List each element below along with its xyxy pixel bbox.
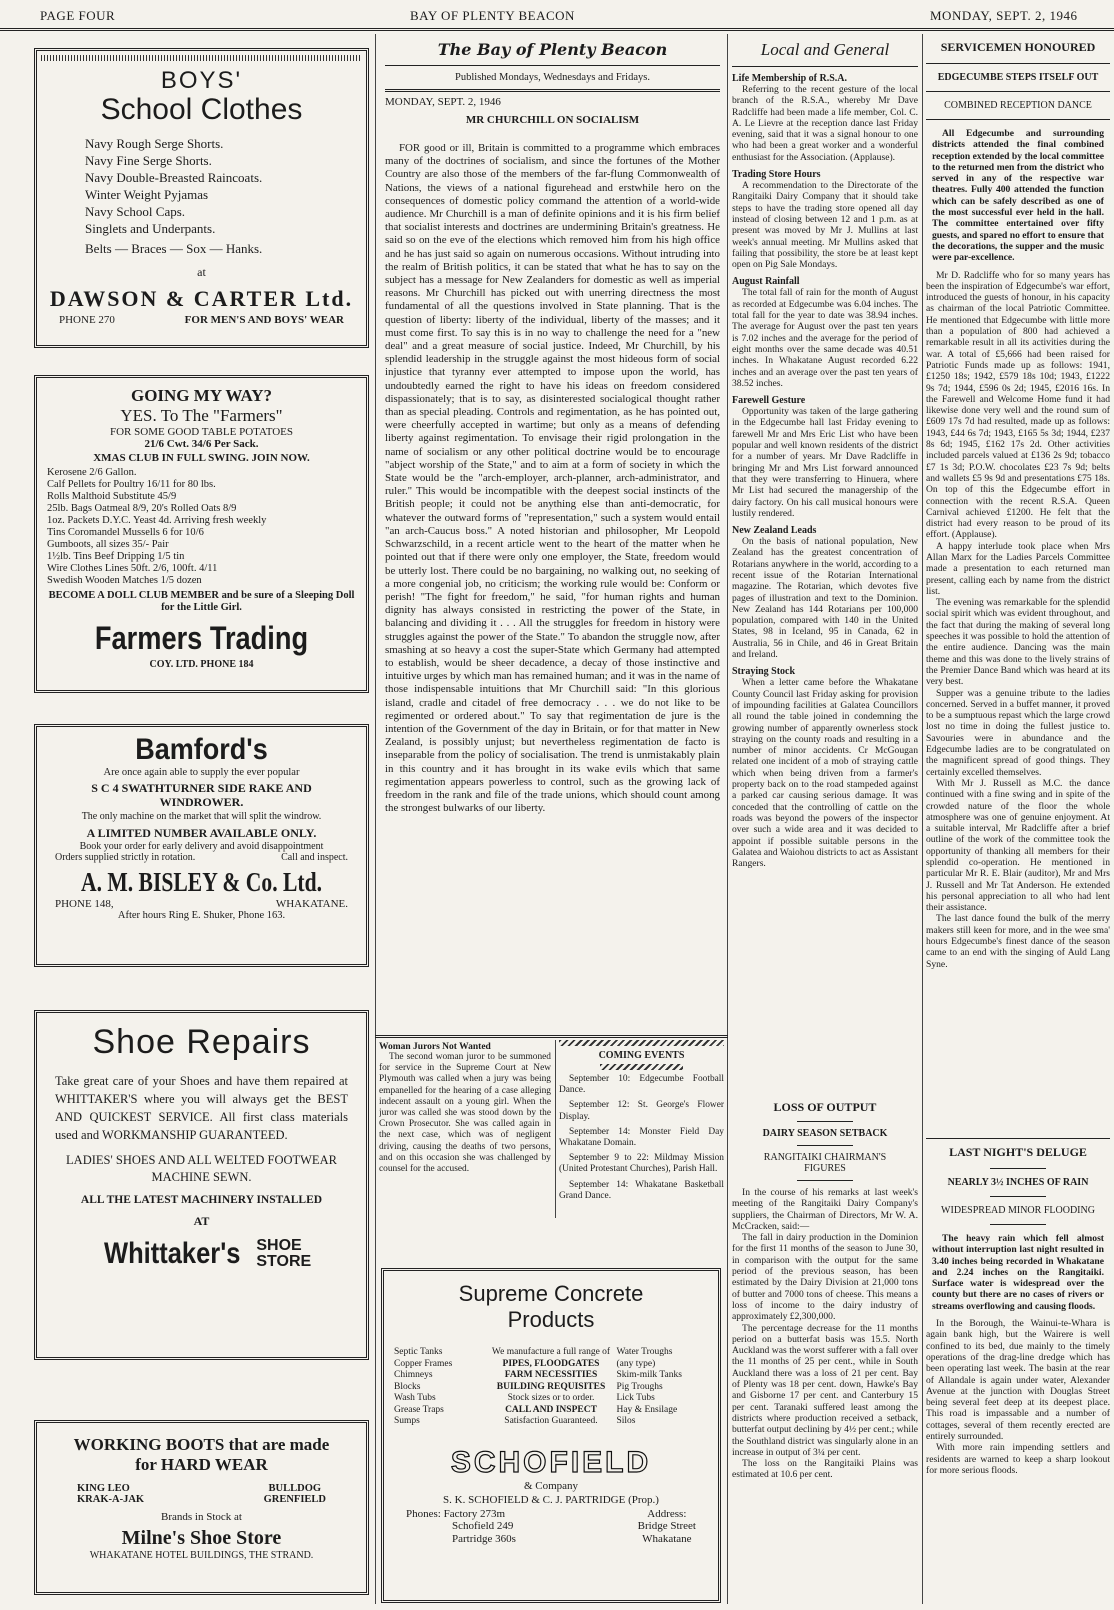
ad-shoe-repairs bbox=[34, 1010, 369, 1360]
article-heading: New Zealand Leads bbox=[732, 525, 817, 537]
article-heading: Straying Stock bbox=[732, 666, 796, 678]
extras: Belts — Braces — Sox — Hanks. bbox=[85, 241, 263, 256]
company-line: COY. LTD. PHONE 184 bbox=[149, 659, 254, 670]
address: Bridge Street bbox=[637, 1520, 696, 1532]
product-item: Grease Traps bbox=[394, 1404, 444, 1415]
paper-name: BAY OF PLENTY BEACON bbox=[410, 8, 575, 23]
ad-bamfords bbox=[34, 724, 369, 967]
events-heading: COMING EVENTS bbox=[598, 1050, 685, 1061]
article-heading: Farewell Gesture bbox=[732, 395, 806, 407]
ad-line: CALL AND INSPECT bbox=[505, 1404, 597, 1415]
product-item: Chimneys bbox=[394, 1370, 433, 1380]
brand-name: GRENFIELD bbox=[263, 1494, 326, 1505]
ad-line: We manufacture a full range of bbox=[491, 1347, 611, 1357]
article-heading: August Rainfall bbox=[732, 276, 800, 288]
list-item: September 10: Edgecumbe Football Dance. bbox=[559, 1074, 724, 1096]
paragraph: With more rain impending settlers and residents are warned to keep a sharp lookout for more serious floods. bbox=[926, 1442, 1110, 1476]
paragraph: Mr D. Radcliffe who for so many years has been the inspiration of Edgecumbe's war effort, introduced the guests of honour, in his capacity as chairman of the local Patriotic Committee. He mentioned that Edgecumbe with little more than a population of 800 had achieved a remarkable result in all its activities during the war. A total of £5,666 had been raised for Patriotic Funds made up as follows: 1941, £1250 18s; 1942, £579 18s 10d; 1943, £1222 9s 7d; 1944, £596 0s 2d; 1945, £2016 16s. In the Farewell and Welcome Home fund it had likewise done very well and the round sum of £609 17s 7d had resulted, made up as follows: 1943, £44 6s 7d; 1943, £165 5s 3d; 1944, £237 8s 6d; 1945, £162 17s 2d. Other activities included parcels valued at £136 2s 9d; tobacco £7 1s 3d; P.O.W. chocolates £23 7s 9d; belts and wallets £5 9s 9d and presentations £75 18s. On top of this the Edgecumbe effort in connection with the recent R.S.A. Queen Carnival achieved £1200. He felt that the district had every reason to be proud of its effort. (Applause). bbox=[926, 269, 1110, 541]
product-item: Sumps bbox=[394, 1416, 420, 1426]
list-item: Navy Rough Serge Shorts. bbox=[85, 136, 224, 151]
brand-name: KRAK-A-JAK bbox=[77, 1494, 145, 1505]
editorial-masthead: The Bay of Plenty Beacon bbox=[437, 40, 668, 59]
ad-line: Orders supplied strictly in rotation. bbox=[55, 852, 196, 863]
ad-body: ALL THE LATEST MACHINERY INSTALLED bbox=[80, 1194, 323, 1206]
brand-name: BULLDOG bbox=[268, 1483, 322, 1494]
editorial-body bbox=[385, 142, 720, 815]
ad-title: WORKING BOOTS that are made bbox=[73, 1435, 330, 1454]
article-subhead: NEARLY 3½ INCHES OF RAIN bbox=[947, 1177, 1089, 1188]
phone: PHONE 148, bbox=[55, 898, 114, 910]
product-item: Hay & Ensilage bbox=[616, 1404, 678, 1415]
paragraph: In the course of his remarks at last week's meeting of the Rangitaiki Dairy Company's suppliers, the Chairman of Directors, Mr W. A. McCracken, said:— bbox=[732, 1187, 918, 1232]
ad-line: Stock sizes or to order. bbox=[507, 1393, 595, 1403]
phone: PHONE 270 bbox=[59, 314, 115, 326]
item-list bbox=[85, 135, 366, 237]
editorial-headline: MR CHURCHILL ON SOCIALISM bbox=[465, 114, 640, 126]
article-loss-of-output bbox=[732, 1100, 918, 1605]
phone: Phones: Factory 273m bbox=[406, 1507, 505, 1520]
store-word: SHOE bbox=[256, 1237, 302, 1254]
paragraph: Supper was a genuine tribute to the ladies concerned. Served in a buffet manner, it proved to be a sumptuous repast which the large crowd lost no time in doing the fullest justice to. Savouries were in abundance and the Edgecumbe ladies are to be congratulated on the magnificent spread of good things. They certainly excelled themselves. bbox=[926, 687, 1110, 778]
article-heading: Life Membership of R.S.A. bbox=[732, 73, 847, 84]
product-item: Wash Tubs bbox=[394, 1393, 436, 1403]
at-label: at bbox=[197, 265, 206, 279]
after-hours: After hours Ring E. Shuker, Phone 163. bbox=[117, 910, 286, 921]
list-item: September 12: St. George's Flower Display. bbox=[559, 1100, 724, 1122]
store-name: Milne's Shoe Store bbox=[121, 1527, 282, 1549]
product-item: Skim-milk Tanks bbox=[616, 1370, 682, 1380]
publish-days: Published Mondays, Wednesdays and Fridays. bbox=[455, 72, 650, 83]
brand-logo: Whittaker's bbox=[103, 1237, 241, 1270]
list-item: Calf Pellets for Poultry 16/11 for 80 lbs. bbox=[47, 479, 216, 490]
article-heading: Woman Jurors Not Wanted bbox=[379, 1042, 491, 1052]
product-item: Silos bbox=[616, 1416, 636, 1426]
editorial-column bbox=[385, 40, 720, 1040]
list-item: Winter Weight Pyjamas bbox=[85, 187, 209, 202]
brand-name: KING LEO bbox=[77, 1483, 130, 1494]
ad-line: XMAS CLUB IN FULL SWING. JOIN NOW. bbox=[93, 452, 310, 464]
paragraph: A happy interlude took place when Mrs Allan Marx for the Ladies Parcels Committee made a presentation to each returned man present, calling each by name from the district list. bbox=[926, 540, 1110, 597]
brand-logo: Bamford's bbox=[135, 733, 268, 766]
ad-line: Brands in Stock at bbox=[161, 1511, 242, 1523]
product-item: Lick Tubs bbox=[616, 1393, 655, 1403]
product-item: Water Troughs bbox=[616, 1347, 673, 1357]
town: WHAKATANE. bbox=[275, 898, 348, 910]
paragraph: Referring to the recent gesture of the local branch of the R.S.A., whereby Mr Dave Radcliffe had been made a life member, Col. C. A. Le Lievre at the reception dance last Friday evening, said that it was a signal honour to one who had been a great worker and a wonderful enthusiast for the Association. (Applause). bbox=[732, 84, 918, 163]
article-subhead: COMBINED RECEPTION DANCE bbox=[944, 100, 1092, 111]
ad-title: School Clothes bbox=[100, 93, 303, 126]
paragraph: Opportunity was taken of the large gathering in the Edgecumbe hall last Friday evening to farewell Mr and Mrs Eric List who have been popular and well known residents of the district for a number of years. Mr Dave Radcliffe in bringing Mr and Mrs List forward announced that they were transferring to Hinuera, where Mr List had secured the managership of the dairy factory. On his call musical honours were lustily rendered. bbox=[732, 406, 918, 519]
ad-title: Products bbox=[507, 1307, 595, 1332]
list-item: 1oz. Packets D.Y.C. Yeast 4d. Arriving fresh weekly bbox=[47, 515, 267, 526]
list-item: Gumboots, all sizes 35/- Pair bbox=[47, 539, 169, 550]
paragraph: A recommendation to the Directorate of the Rangitaiki Dairy Company that it should take steps to have the trading store opened all day instead of closing between 12 and 1 p.m. as at present was moved by Mr J. Mullins at last week's annual meeting. Mr Mullins asked that failing that possibility, the store be at least kept open on Pig Sale Mondays. bbox=[732, 180, 918, 271]
company-suffix: & Company bbox=[523, 1479, 579, 1492]
ad-line: FOR SOME GOOD TABLE POTATOES bbox=[109, 426, 294, 438]
article-headline: LAST NIGHT'S DELUGE bbox=[949, 1145, 1087, 1159]
article-subhead: DAIRY SEASON SETBACK bbox=[762, 1128, 888, 1139]
product-item: Blocks bbox=[394, 1381, 421, 1392]
ad-title: Shoe Repairs bbox=[92, 1023, 311, 1061]
list-item: Navy Double-Breasted Raincoats. bbox=[85, 170, 263, 185]
ad-line: The only machine on the market that will split the windrow. bbox=[81, 811, 322, 822]
ad-line: Are once again able to supply the ever popular bbox=[103, 767, 300, 778]
ad-supreme-concrete bbox=[381, 1268, 721, 1603]
paragraph: FOR good or ill, Britain is committed to a programme which embraces many of the doctrines of socialism, and since the fortunes of the Mother Country are also those of the members of the far-flung Commonwealth of Nations, the views of a national figurehead and erstwhile hero on the consequences of domestic policy command the attention of a world-wide audience. Mr Churchill is a man of definite opinions and it is his firm belief that socialist interests and doctrines are undermining Britain's greatness. He said so on the eve of the elections which removed him from his high office and he has just said so again on numerous occasions. Without intruding into the realm of British politics, it can be stated that what he has to say on the subject has a message for New Zealanders for domestic as well as imperial reasons. Mr Churchill has picked out with unerring directness the most fundamental of all the questions involved in State planning. That is the question of liberty: liberty of the individual, liberty of the masses; and it must come first. To say this is in no way to challenge the need for a "new deal" and a great measure of social justice. Indeed, Mr Churchill, by his splendid leadership in the struggle against the most hideous form of social injustice that tyranny ever attempted to impose upon the world, has undoubtedly earned the right to have his ideas on freedom considered dispassionately; that is to say, as disinterested socialogical thought rather than as special pleading. Controls and regimentation, as he has pointed out, were cheerfully accepted in wartime; but only as a means of defending liberty against regimentation. To envisage their rigid prolongation in the name of socialism or any other political doctrine would be to encourage "abject worship of the State," and to aim at a form of society in which the State would be the "arch-employer, arch-planner, arch-administrator, and ruler." This would be incompatible with the deepest social instincts of the British people; it could not be anything else than anti-democratic, for whatever the outward forms of "representation," such a system would entail "an arch-Caucus boss." A noted historian and philosopher, Mr Leopold Schwarzschild, in a recent article went to the heart of the matter when he pointed out that if there were only one employer, the State, freedom would be utterly lost. There could be no bargaining, no walking out, no seeking of a more congenial job, no criticism; the working rule would be: Conform or perish! "The fight for freedom," he said, "for human rights and human dignity has always consisted in restricting the power of the State, in balancing and dividing it . . . All the struggles for freedom in history were struggles against the power of the State." To abandon the struggle now, after smashing at so heavy a cost the super-State which Germany had attempted to establish, would be sheer decadence, a decay of those instinctive and intuitive urges by which man has remained human; and it was in the name of those indispensable intuitions that Mr Churchill said: "In this glorious island, cradle and citadel of free democracy . . . we do not like to be regimented or ordered about." To say that regimentation de jure is the intention of the Government of the day in Britain, or for that matter in New Zealand, is possibly unjust; but nevertheless regimentation de facto is inseparable from the policy of socialisation. The trend is unmistakably plain in this country and it has brought in its wake evils which that same regimentation appears powerless to control, such as the growing lack of freedom in the rank and file of the trade unions, which should count among the strongest bulwarks of our liberty. bbox=[385, 142, 720, 815]
ad-line: PIPES, FLOODGATES bbox=[502, 1358, 600, 1369]
paragraph: With Mr J. Russell as M.C. the dance continued with a fine swing and in spite of the crowded nature of the floor the whole atmosphere was one of genuine enjoyment. At a suitable interval, Mr Radcliffe after a brief outline of the work of the committee took the opportunity of thanking all members for their splendid co-operation. He mentioned in particular Mr R. E. Blair (auditor), Mr and Mrs J. Russell and Mr Tat Anderson. He extended his personal appreciation to all who had lent their assistance. bbox=[926, 777, 1110, 914]
list-item: Navy School Caps. bbox=[85, 204, 186, 219]
tagline: FOR MEN'S AND BOYS' WEAR bbox=[184, 314, 344, 326]
proprietors: S. K. SCHOFIELD & C. J. PARTRIDGE (Prop.) bbox=[443, 1493, 659, 1506]
ad-body: Take great care of your Shoes and have them repaired at WHITTAKER'S where you will always get the BEST AND QUICKEST SERVICE. All first class materials used and WORKMANSHIP GUARANTEED. bbox=[55, 1074, 348, 1142]
address: Address: bbox=[647, 1507, 687, 1520]
doll-club: BECOME A DOLL CLUB MEMBER and be sure of a Sleeping Doll for the Little Girl. bbox=[48, 590, 355, 613]
ad-headline: GOING MY WAY? bbox=[130, 386, 273, 405]
article-subhead: EDGECUMBE STEPS ITSELF OUT bbox=[937, 72, 1099, 83]
product-item: Pig Troughs bbox=[616, 1381, 663, 1392]
paragraph: The total fall of rain for the month of August as recorded at Edgecumbe was 6.04 inches. The total fall for the year to date was 38.94 inches. The average for August over the past ten years is 7.02 inches and the average for the period of eight months over the same decade was 40.51 inches. In Whakatane August recorded 6.22 inches and an average over the past ten years of 38.52 inches. bbox=[732, 287, 918, 389]
phone: Partridge 360s bbox=[452, 1532, 516, 1545]
ad-boys-school-clothes bbox=[34, 48, 369, 348]
article-subhead: RANGITAIKI CHAIRMAN'S FIGURES bbox=[763, 1152, 887, 1174]
ad-line: FARM NECESSITIES bbox=[504, 1370, 598, 1380]
product-item: (any type) bbox=[616, 1358, 656, 1369]
ad-line: BUILDING REQUISITES bbox=[496, 1381, 606, 1392]
article-servicemen-honoured bbox=[926, 40, 1110, 1130]
brand-logo: Farmers Trading bbox=[94, 620, 309, 656]
list-item: September 9 to 22: Mildmay Mission (United Protestant Churches), Parish Hall. bbox=[559, 1153, 724, 1175]
lead-paragraph: The heavy rain which fell almost without interruption last night resulted in 3.40 inches being recorded in Whakatane and 2.24 inches on the Rangitaiki. Surface water is widespread over the county but there are no cases of rivers or streams overflowing and causing floods. bbox=[932, 1233, 1104, 1312]
product-name: S C 4 SWATHTURNER SIDE RAKE AND WINDROWER. bbox=[91, 781, 312, 809]
product-item: Septic Tanks bbox=[394, 1347, 443, 1357]
at-label: AT bbox=[193, 1214, 210, 1228]
paragraph: In the Borough, the Wainui-te-Whara is again bank high, but the Wairere is well confined to its bed, due mainly to the timely operations of the drag-line dredge which has been operating last week. The basin at the rear of Allandale is again under water, Alexander Avenue at the junction with Douglas Street being several feet deep at its deepest place. This road is impassable and a number of cottages, several of them recently erected are entirely surrounded. bbox=[926, 1318, 1110, 1443]
list-item: Wire Clothes Lines 50ft. 2/6, 100ft. 4/11 bbox=[47, 563, 218, 574]
article-heading: Trading Store Hours bbox=[732, 169, 821, 181]
ad-line: Call and inspect. bbox=[281, 852, 348, 863]
store-name: A. M. BISLEY & Co. Ltd. bbox=[80, 867, 323, 897]
paragraph: The last dance found the bulk of the merry makers still keen for more, and in the wee sma' hours Edgecumbe's finest dance of the season came to an end with the singing of Auld Lang Syne. bbox=[926, 913, 1110, 970]
ad-body: LADIES' SHOES AND ALL WELTED FOOTWEAR MACHINE SEWN. bbox=[66, 1153, 337, 1184]
page-number: PAGE FOUR bbox=[40, 8, 116, 23]
list-item: September 14: Whakatane Basketball Grand Dance. bbox=[559, 1179, 724, 1201]
paragraph: The percentage decrease for the 11 months period on a butterfat basis was 15.5. North Auckland was the worst sufferer with a fall over the 11 months of 25 per cent., while in South Auckland there was a loss of 21 per cent. Bay of Plenty was 18 per cent. down, Hawke's Bay and Gisborne 17 per cent. and Canterbury 15 per cent. Taranaki suffered least among the districts where production received a setback, butterfat output declining by 4½ per cent.; while the Southland district was singularly alone in an increase in output of 3¼ per cent. bbox=[732, 1322, 918, 1458]
list-item: Singlets and Underpants. bbox=[85, 221, 216, 236]
address: WHAKATANE HOTEL BUILDINGS, THE STRAND. bbox=[89, 1550, 314, 1561]
article-last-nights-deluge bbox=[926, 1138, 1110, 1606]
price-list bbox=[47, 467, 356, 587]
ad-line: 21/6 Cwt. 34/6 Per Sack. bbox=[144, 438, 259, 450]
paragraph: On the basis of national population, New Zealand has the greatest concentration of Rotarians anywhere in the world, according to a recent issue of the Rotarian International magazine. The Rotarian, which devotes five pages of illustration and text to the Dominion. New Zealand has 144 Rotarians per 100,000 population, compared with 140 in the United States, 98 in Iceland, 95 in Canada, 62 in Australia, 56 in Chile, and 46 in Great Britain and Ireland. bbox=[732, 536, 918, 661]
ad-line: A LIMITED NUMBER AVAILABLE ONLY. bbox=[86, 826, 317, 840]
article-woman-jurors bbox=[379, 1042, 551, 1217]
list-item: September 14: Monster Field Day Whakatane Domain. bbox=[559, 1126, 724, 1149]
phone: Schofield 249 bbox=[452, 1520, 514, 1532]
list-item: 25lb. Bags Oatmeal 8/9, 20's Rolled Oats 8/9 bbox=[47, 503, 237, 514]
paragraph: The second woman juror to be summoned for service in the Supreme Court at New Plymouth was called when a jury was being empanelled for the hearing of a case alleging indecent assault on a young girl. When the juror was called she was stood down by the Crown Prosecutor. She was called again in the next case, which was of negligent driving, causing the deaths of two persons, and on this occasion she was challenged by counsel for the accused. bbox=[379, 1052, 551, 1175]
address: Whakatane bbox=[642, 1532, 692, 1545]
paragraph: The evening was remarkable for the splendid social spirit which was evident throughout, and the fact that during the making of several long speeches it was possible to hold the attention of the entire audience. Dancing was the main theme and this was done to the lively strains of the Premier Dance Band which was heard at its very best. bbox=[926, 597, 1110, 688]
list-item: Rolls Malthoid Substitute 45/9 bbox=[47, 491, 177, 502]
section-title: Local and General bbox=[760, 40, 890, 59]
store-word: STORE bbox=[256, 1253, 312, 1270]
ad-working-boots bbox=[34, 1420, 369, 1595]
article-subhead: WIDESPREAD MINOR FLOODING bbox=[941, 1205, 1095, 1216]
paragraph: The fall in dairy production in the Dominion for the first 11 months of the season to June 30, in comparison with the output for the same period of the previous season, has been estimated by the Dairy Division at 21,000 tons of butter and 7000 tons of cheese. This means a loss of income to the dairy industry of approximately £2,300,000. bbox=[732, 1232, 918, 1323]
product-item: Copper Frames bbox=[394, 1358, 453, 1369]
ad-title: BOYS' bbox=[160, 67, 243, 94]
list-item: Swedish Wooden Matches 1/5 dozen bbox=[47, 575, 202, 586]
ad-farmers-trading bbox=[34, 375, 369, 693]
lead-paragraph: All Edgecumbe and surrounding districts attended the final combined reception extended by the local committee to the returned men from the district who served in any of the respective war theatres. Fully 400 attended the function which can be safely described as one of the most successful ever held in the hall. The committee entertained over fifty guests, and spared no effort to ensure that the decorations, the supper and the music were par-excellence. bbox=[932, 128, 1104, 264]
ad-line: Satisfaction Guaranteed. bbox=[504, 1416, 598, 1426]
ad-line: Book your order for early delivery and avoid disappointment bbox=[79, 841, 324, 852]
list-item: 1½lb. Tins Beef Dripping 1/5 tin bbox=[47, 551, 185, 562]
store-name: DAWSON & CARTER Ltd. bbox=[49, 286, 354, 311]
ad-headline: YES. To The "Farmers" bbox=[120, 406, 283, 425]
list-item: Kerosene 2/6 Gallon. bbox=[47, 467, 137, 478]
masthead-date: MONDAY, SEPT. 2, 1946 bbox=[930, 8, 1078, 23]
local-and-general bbox=[732, 40, 918, 1080]
ad-title: Supreme Concrete bbox=[458, 1281, 644, 1306]
list-item: Tins Coromandel Mussells 6 for 10/6 bbox=[47, 527, 204, 538]
editorial-date: MONDAY, SEPT. 2, 1946 bbox=[385, 96, 501, 108]
ad-title: for HARD WEAR bbox=[135, 1455, 268, 1474]
coming-events bbox=[559, 1040, 724, 1218]
article-headline: SERVICEMEN HONOURED bbox=[940, 40, 1096, 54]
list-item: Navy Fine Serge Shorts. bbox=[85, 153, 212, 168]
paragraph: The loss on the Rangitaiki Plains was estimated at 10.6 per cent. bbox=[732, 1458, 918, 1481]
brand-logo: SCHOFIELD bbox=[450, 1445, 652, 1479]
paragraph: When a letter came before the Whakatane County Council last Friday asking for provision of impounding facilities at Galatea Councillors all round the table joined in condemning the growing number of apparently ownerless stock straying on the county roads and resulting in a number of minor accidents. Cr McGougan related one incident of a mob of straying cattle which when being driven from a farmer's property back on to the road stampeded against a parked car causing serious damage. It was conceded that the controlling of cattle on the roads was beyond the powers of the inspector over such a wide area and it was decided to appoint if possible suitable persons in the Galatea and Waiohou districts to act as Assistant Rangers. bbox=[732, 677, 918, 870]
article-headline: LOSS OF OUTPUT bbox=[773, 1100, 877, 1114]
